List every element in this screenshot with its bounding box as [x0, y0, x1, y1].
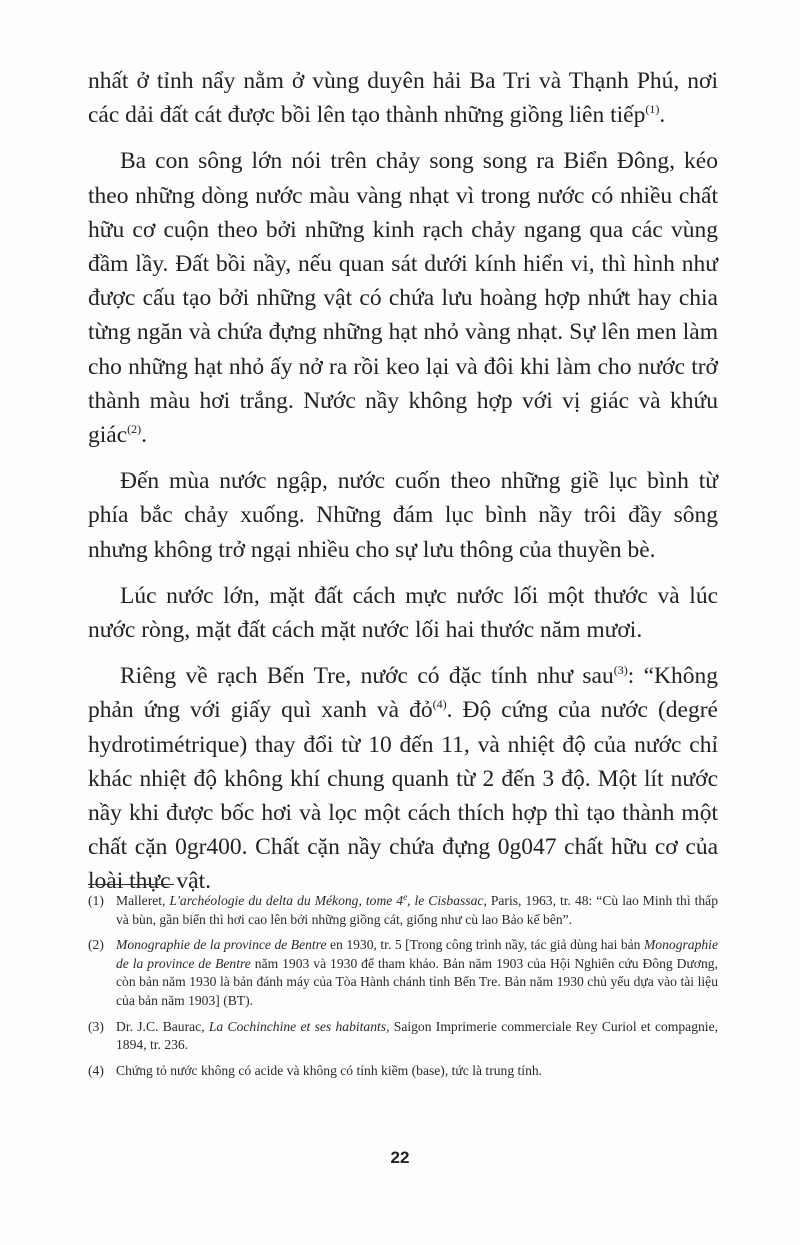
footnote-divider [88, 884, 174, 885]
footnote-number: (1) [88, 893, 104, 908]
page-number: 22 [390, 1148, 410, 1167]
footnote-ref-2: (2) [127, 422, 142, 437]
footnote-ref-3: (3) [613, 663, 628, 678]
footnote-3: (3) Dr. J.C. Baurac, La Cochinchine et ses habitants, Saigon Imprimerie commerciale Rey Curiol et compagnie, 1894, tr. 236. [88, 1018, 718, 1055]
paragraph-4: Lúc nước lớn, mặt đất cách mực nước lối một thước và lúc nước ròng, mặt đất cách mặt nước lối hai thước năm mươi. [88, 582, 718, 644]
footnote-number: (4) [88, 1062, 104, 1078]
footnote-number: (2) [88, 937, 104, 953]
footnote-2: (2) Monographie de la province de Bentre en 1930, tr. 5 [Trong công trình nầy, tác giả dùng hai bản Monographie de la province de Bentre năm 1903 và 1930 để tham khảo. Bản năm 1903 của Hội Nghiên cứu Đông Dương, còn bản năm 1930 là bản đánh máy của Tòa Hành chánh tỉnh Bến Tre. Bản năm 1930 chủ yếu dựa vào tài liệu của bản năm 1903] (BT). [88, 936, 718, 1010]
main-text [88, 64, 718, 911]
paragraph-5: Riêng về rạch Bến Tre, nước có đặc tính như sau$^{(3)}$: “Không phản ứng với giấy quì xanh và đỏ$^{(4)}$. Độ cứng của nước (degré hydrotimétrique) thay đổi từ 10 đến 11, và nhiệt độ của nước chỉ khác nhiệt độ không khí chung quanh từ 2 đến 3 độ. Một lít nước nầy khi được bốc hơi và lọc một cách thích hợp thì tạo thành một chất cặn 0gr400. Chất cặn nầy chứa đựng 0g047 chất hữu cơ của loài thực vật. [88, 663, 718, 895]
footnote-number: (3) [88, 1018, 104, 1034]
footnote-4: (4) Chứng tỏ nước không có acide và không có tính kiềm (base), tức là trung tính. [88, 1062, 718, 1081]
paragraph-2: Ba con sông lớn nói trên chảy song song ra Biển Đông, kéo theo những dòng nước màu vàng nhạt vì trong nước có nhiều chất hữu cơ cuộn theo bởi những kinh rạch chảy ngang qua các vùng đầm lầy. Đất bồi nầy, nếu quan sát dưới kính hiển vi, thì hình như được cấu tạo bởi những vật có chứa lưu hoàng hợp nhứt hay chia từng ngăn và chứa đựng những hạt nhỏ vàng nhạt. Sự lên men làm cho những hạt nhỏ ấy nở ra rồi keo lại và đôi khi làm cho nước trở thành màu hơi trắng. Nước nầy không hợp với vị giác và khứu giác$^{(2)}$. [88, 148, 718, 449]
footnote-1: (1) Malleret, L'archéologie du delta du Mékong, tome 4e, le Cisbassac, Paris, 1963, tr. 48: “Cù lao Minh thì thấp và bùn, gần biển thì hơi cao lên bởi những giồng cát, giống như cù lao Bảo kế bên”. [88, 892, 718, 929]
footnote-ref-4: (4) [432, 697, 447, 712]
footnote-ref-1: (1) [645, 102, 660, 117]
paragraph-1: nhất ở tỉnh nẩy nằm ở vùng duyên hải Ba Tri và Thạnh Phú, nơi các dải đất cát được bồi lên tạo thành những giồng liên tiếp$^{(1)}$. [88, 68, 718, 129]
footnotes [88, 892, 718, 1087]
paragraph-3: Đến mùa nước ngập, nước cuốn theo những giề lục bình từ phía bắc chảy xuống. Những đám lục bình nầy trôi đầy sông nhưng không trở ngại nhiều cho sự lưu thông của thuyền bè. [88, 468, 718, 563]
